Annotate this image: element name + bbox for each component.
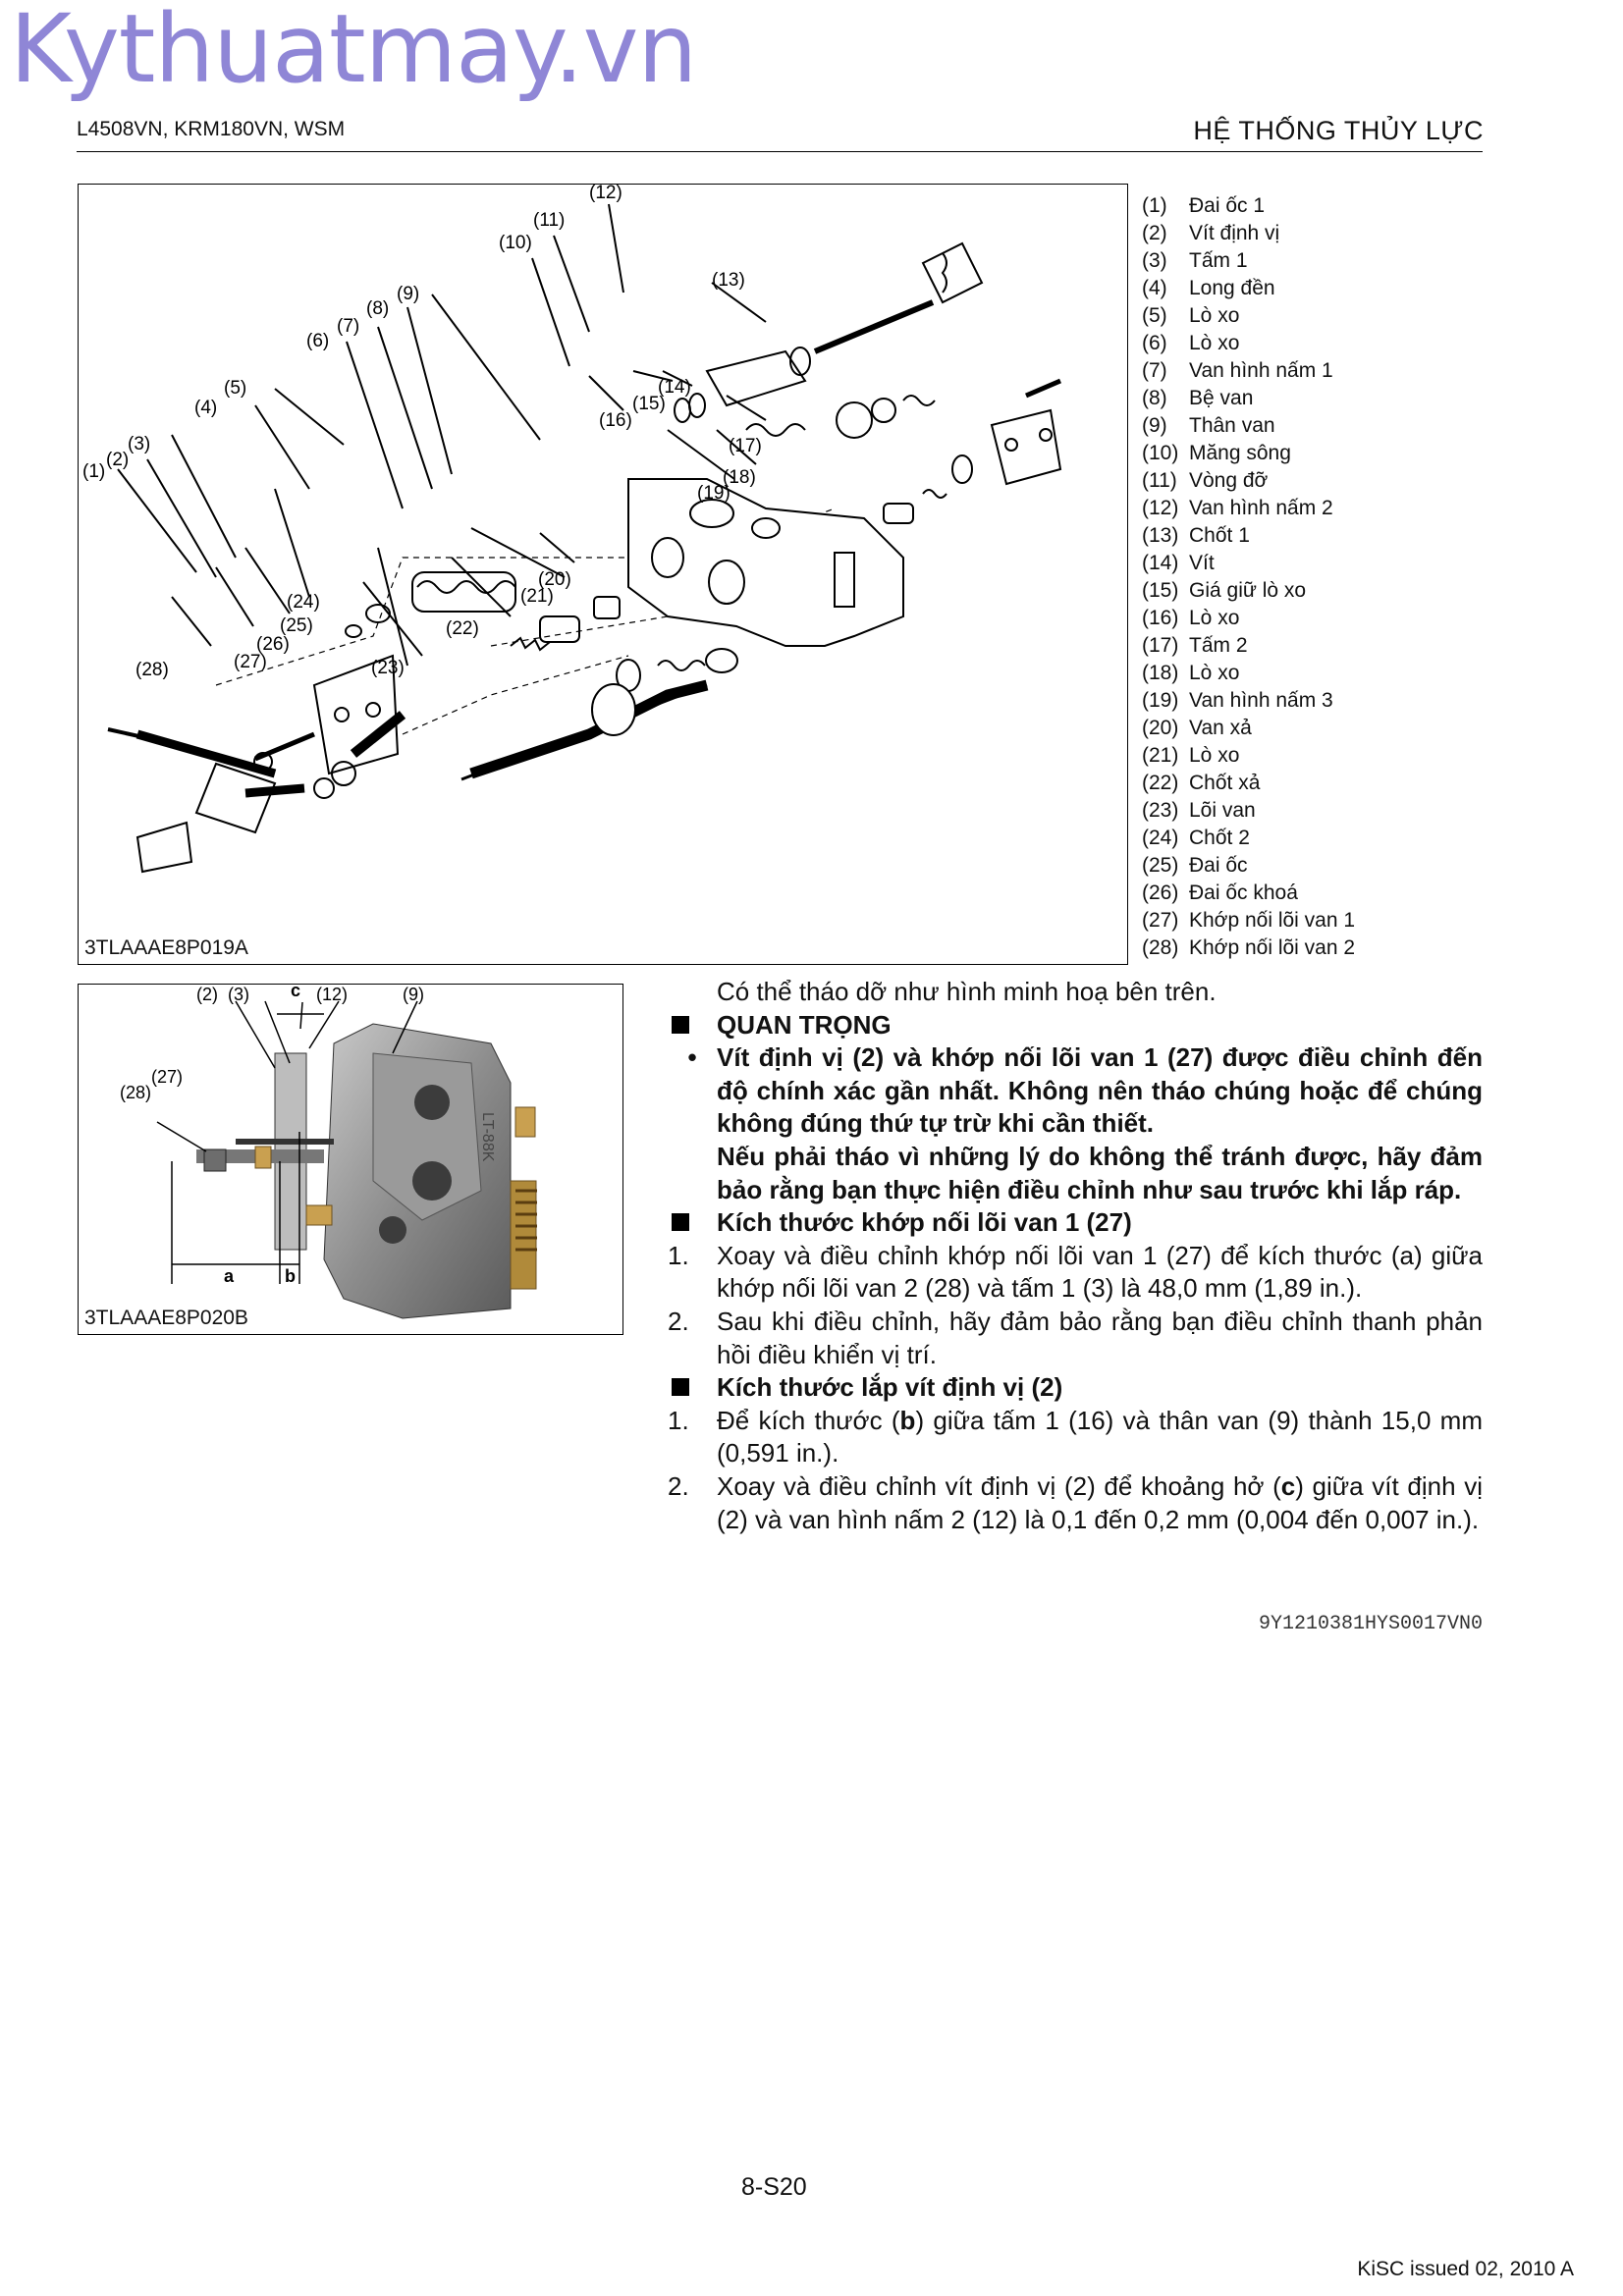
legend-item: [1142, 577, 1355, 605]
step-number: 2.: [668, 1470, 689, 1501]
photo-label-b: b: [285, 1266, 296, 1286]
legend-number: (8): [1142, 387, 1167, 409]
legend-item: [1142, 275, 1355, 302]
legend-number: (6): [1142, 332, 1167, 354]
legend-number: (16): [1142, 607, 1179, 629]
parts-legend: [1142, 192, 1355, 962]
callout-1: (1): [82, 461, 106, 482]
legend-number: (28): [1142, 936, 1179, 959]
adjustment-photo-drawing: [79, 985, 622, 1334]
important-body: Vít định vị (2) và khớp nối lõi van 1 (27) được điều chỉnh đến độ chính xác gần nhất. Không nên tháo chúng hoặc để chúng không đúng thứ tự trừ khi cần thiết.: [717, 1042, 1483, 1139]
section2-step-2: Xoay và điều chỉnh vít định vị (2) để khoảng hở (c) giữa vít định vị (2) và van hình nấm 2 (12) là 0,1 đến 0,2 mm (0,004 đến 0,007 in.).: [717, 1470, 1483, 1534]
header-section-title: HỆ THỐNG THỦY LỰC: [1193, 116, 1484, 145]
callout-18: (18): [723, 467, 756, 488]
document-id: 9Y1210381HYS0017VN0: [1258, 1613, 1483, 1635]
legend-item: [1142, 907, 1355, 934]
legend-label: Lò xo: [1189, 304, 1240, 327]
legend-label: Bệ van: [1189, 387, 1254, 409]
step-number: 1.: [668, 1240, 689, 1270]
legend-number: (23): [1142, 799, 1179, 822]
callout-20: (20): [538, 569, 571, 590]
legend-number: (27): [1142, 909, 1179, 932]
exploded-view-figure: [78, 184, 1128, 965]
photo-label-12: (12): [316, 985, 349, 1004]
callout-21: (21): [520, 586, 554, 607]
legend-label: Chốt xả: [1189, 772, 1261, 794]
step-number: 1.: [668, 1405, 689, 1435]
section1-heading: Kích thước khớp nối lõi van 1 (27): [717, 1207, 1132, 1238]
legend-item: [1142, 192, 1355, 220]
legend-item: [1142, 330, 1355, 357]
callout-12: (12): [589, 185, 622, 203]
legend-label: Van hình nấm 3: [1189, 689, 1333, 712]
callout-5: (5): [224, 378, 247, 399]
legend-number: (17): [1142, 634, 1179, 657]
legend-label: Thân van: [1189, 414, 1275, 437]
figure-code: 3TLAAAE8P019A: [84, 936, 248, 959]
legend-item: [1142, 412, 1355, 440]
legend-item: [1142, 467, 1355, 495]
callout-3: (3): [128, 434, 151, 454]
legend-label: Tấm 2: [1189, 634, 1248, 657]
legend-number: (24): [1142, 827, 1179, 849]
photo-label-c: c: [291, 985, 301, 1000]
important-heading: QUAN TRỌNG: [717, 1009, 892, 1040]
photo-label-28: (28): [120, 1083, 152, 1102]
header-model: L4508VN, KRM180VN, WSM: [77, 118, 346, 140]
section2-step-1: Để kích thước (b) giữa tấm 1 (16) và thân van (9) thành 15,0 mm (0,591 in.).: [717, 1405, 1483, 1468]
legend-number: (18): [1142, 662, 1179, 684]
square-bullet-icon: [672, 1378, 689, 1396]
legend-label: Măng sông: [1189, 442, 1291, 464]
legend-number: (15): [1142, 579, 1179, 602]
callout-15: (15): [632, 394, 666, 414]
legend-number: (5): [1142, 304, 1167, 327]
figure-code: 3TLAAAE8P020B: [84, 1307, 248, 1329]
legend-number: (10): [1142, 442, 1179, 464]
legend-number: (1): [1142, 194, 1167, 217]
square-bullet-icon: [672, 1213, 689, 1231]
legend-item: [1142, 715, 1355, 742]
callout-16: (16): [599, 410, 632, 431]
legend-item: [1142, 880, 1355, 907]
photo-label-9: (9): [403, 985, 424, 1004]
legend-item: [1142, 825, 1355, 852]
header-rule: [77, 151, 1483, 152]
legend-label: Vít: [1189, 552, 1215, 574]
legend-label: Van hình nấm 2: [1189, 497, 1333, 519]
photo-label-a: a: [224, 1266, 235, 1286]
legend-number: (13): [1142, 524, 1179, 547]
exploded-view-drawing: [79, 185, 1127, 964]
legend-number: (20): [1142, 717, 1179, 739]
legend-label: Khớp nối lõi van 1: [1189, 909, 1356, 932]
photo-label-2: (2): [196, 985, 218, 1004]
legend-label: Giá giữ lò xo: [1189, 579, 1307, 602]
page-number: 8-S20: [741, 2173, 807, 2201]
callout-26: (26): [256, 634, 290, 655]
important-body-2: Nếu phải tháo vì những lý do không thể tránh được, hãy đảm bảo rằng bạn thực hiện điều chỉnh như sau trước khi lắp ráp.: [717, 1141, 1483, 1204]
legend-label: Đai ốc khoá: [1189, 881, 1298, 904]
legend-label: Khớp nối lõi van 2: [1189, 936, 1356, 959]
legend-label: Lò xo: [1189, 662, 1240, 684]
legend-number: (14): [1142, 552, 1179, 574]
legend-label: Van xả: [1189, 717, 1252, 739]
callout-2: (2): [106, 450, 130, 470]
legend-number: (3): [1142, 249, 1167, 272]
legend-item: [1142, 495, 1355, 522]
legend-item: [1142, 852, 1355, 880]
callout-22: (22): [446, 618, 479, 639]
callout-19: (19): [697, 483, 730, 504]
callout-13: (13): [712, 270, 745, 291]
legend-label: Lò xo: [1189, 332, 1240, 354]
callout-10: (10): [499, 233, 532, 253]
legend-label: Tấm 1: [1189, 249, 1248, 272]
legend-number: (2): [1142, 222, 1167, 244]
photo-label-3: (3): [228, 985, 249, 1004]
legend-label: Chốt 1: [1189, 524, 1250, 547]
photo-label-27: (27): [151, 1067, 184, 1087]
legend-label: Vòng đỡ: [1189, 469, 1269, 492]
callout-23: (23): [371, 658, 405, 678]
legend-label: Lò xo: [1189, 744, 1240, 767]
legend-item: [1142, 302, 1355, 330]
section1-step-1: Xoay và điều chỉnh khớp nối lõi van 1 (27) để kích thước (a) giữa khớp nối lõi van 2 (28) và tấm 1 (3) là 48,0 mm (1,89 in.).: [717, 1240, 1483, 1304]
legend-item: [1142, 742, 1355, 770]
legend-label: Van hình nấm 1: [1189, 359, 1333, 382]
legend-label: Đai ốc 1: [1189, 194, 1266, 217]
legend-label: Long đền: [1189, 277, 1275, 299]
instruction-text: [668, 976, 1483, 1536]
section2-heading: Kích thước lắp vít định vị (2): [717, 1372, 1063, 1403]
legend-item: [1142, 770, 1355, 797]
legend-item: [1142, 247, 1355, 275]
callout-6: (6): [306, 331, 330, 351]
watermark-logo: Kythuatmay.vn: [10, 0, 697, 104]
legend-label: Lõi van: [1189, 799, 1256, 822]
legend-number: (19): [1142, 689, 1179, 712]
legend-item: [1142, 632, 1355, 660]
callout-8: (8): [366, 298, 390, 319]
legend-number: (22): [1142, 772, 1179, 794]
legend-label: Lò xo: [1189, 607, 1240, 629]
legend-item: [1142, 660, 1355, 687]
square-bullet-icon: [672, 1016, 689, 1034]
stamp-text: LT-88K: [479, 1112, 496, 1162]
legend-number: (25): [1142, 854, 1179, 877]
legend-number: (12): [1142, 497, 1179, 519]
legend-item: [1142, 220, 1355, 247]
callout-27: (27): [234, 652, 267, 672]
legend-item: [1142, 605, 1355, 632]
legend-label: Đai ốc: [1189, 854, 1248, 877]
intro-text: Có thể tháo dỡ như hình minh hoạ bên trên.: [717, 977, 1217, 1006]
adjustment-photo-figure: [78, 984, 623, 1335]
legend-item: [1142, 522, 1355, 550]
legend-item: [1142, 550, 1355, 577]
bullet-icon: •: [687, 1042, 697, 1073]
callout-25: (25): [280, 615, 313, 636]
callout-4: (4): [194, 398, 218, 418]
legend-item: [1142, 687, 1355, 715]
callout-11: (11): [533, 210, 566, 231]
legend-label: Chốt 2: [1189, 827, 1250, 849]
step-number: 2.: [668, 1306, 689, 1336]
section1-step-2: Sau khi điều chỉnh, hãy đảm bảo rằng bạn điều chỉnh thanh phản hồi điều khiển vị trí.: [717, 1306, 1483, 1369]
callout-14: (14): [658, 377, 691, 398]
callout-28: (28): [135, 660, 169, 680]
legend-item: [1142, 440, 1355, 467]
legend-item: [1142, 797, 1355, 825]
legend-number: (11): [1142, 469, 1177, 492]
callout-9: (9): [397, 284, 420, 304]
legend-number: (7): [1142, 359, 1167, 382]
callout-17: (17): [729, 436, 762, 456]
legend-number: (4): [1142, 277, 1167, 299]
legend-number: (26): [1142, 881, 1179, 904]
callout-7: (7): [337, 316, 360, 337]
legend-number: (21): [1142, 744, 1179, 767]
legend-item: [1142, 385, 1355, 412]
legend-item: [1142, 357, 1355, 385]
legend-number: (9): [1142, 414, 1167, 437]
legend-item: [1142, 934, 1355, 962]
legend-label: Vít định vị: [1189, 222, 1280, 244]
footer-issue: KiSC issued 02, 2010 A: [1357, 2258, 1574, 2280]
callout-24: (24): [287, 592, 320, 613]
